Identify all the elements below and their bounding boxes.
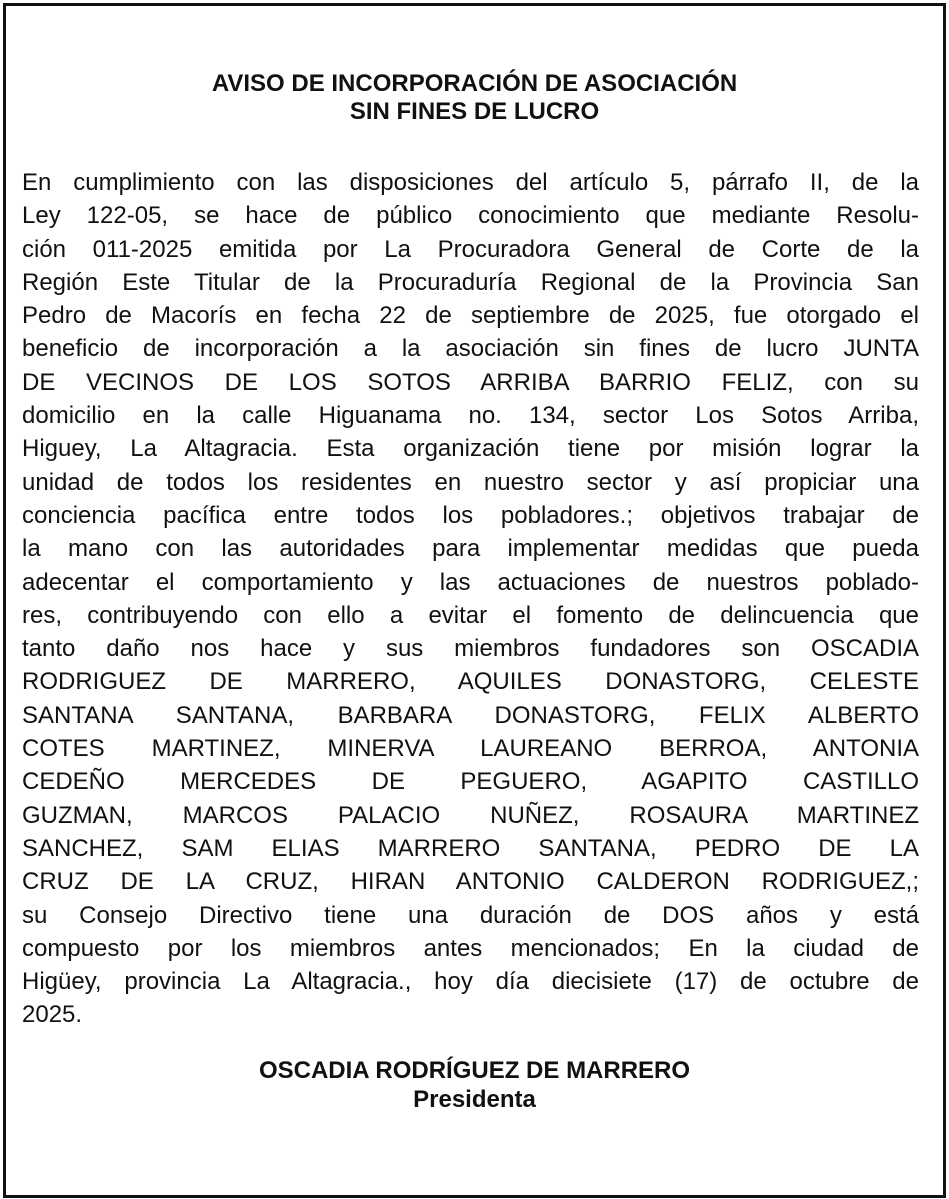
body-line: tanto daño nos hace y sus miembros fundadores son OSCADIA [22,635,919,663]
body-line: COTES MARTINEZ, MINERVA LAUREANO BERROA, ANTONIA [22,735,919,763]
body-line: 2025. [22,1001,83,1029]
body-line: Higüey, provincia La Altagracia., hoy día diecisiete (17) de octubre de [22,968,919,996]
body-line: Higuey, La Altagracia. Esta organización tiene por misión lograr la [22,435,919,463]
body-line: beneficio de incorporación a la asociación sin fines de lucro JUNTA [22,335,919,363]
body-line: Ley 122-05, se hace de público conocimiento que mediante Resolu- [22,202,919,230]
signature-block [0,1056,949,1114]
notice-body [22,166,919,1032]
body-line: DE VECINOS DE LOS SOTOS ARRIBA BARRIO FELIZ, con su [22,368,919,396]
body-line: Región Este Titular de la Procuraduría Regional de la Provincia San [22,268,919,296]
body-line: ción 011-2025 emitida por La Procuradora General de Corte de la [22,235,919,263]
body-line: su Consejo Directivo tiene una duración de DOS años y está [22,901,919,929]
body-line: conciencia pacífica entre todos los pobladores.; objetivos trabajar de [22,501,919,529]
body-line: SANTANA SANTANA, BARBARA DONASTORG, FELIX ALBERTO [22,701,919,729]
body-line: CEDEÑO MERCEDES DE PEGUERO, AGAPITO CASTILLO [22,768,919,796]
body-line: RODRIGUEZ DE MARRERO, AQUILES DONASTORG, CELESTE [22,668,919,696]
body-line: domicilio en la calle Higuanama no. 134, sector Los Sotos Arriba, [22,402,919,430]
body-line: compuesto por los miembros antes mencionados; En la ciudad de [22,934,919,962]
notice-title-line-2: SIN FINES DE LUCRO [349,98,600,125]
body-line: la mano con las autoridades para implementar medidas que pueda [22,535,919,563]
body-line: unidad de todos los residentes en nuestro sector y así propiciar una [22,468,919,496]
body-line: GUZMAN, MARCOS PALACIO NUÑEZ, ROSAURA MARTINEZ [22,801,919,829]
notice-title-line-1: AVISO DE INCORPORACIÓN DE ASOCIACIÓN [211,70,738,97]
signer-role: Presidenta [413,1086,536,1113]
body-line: adecentar el comportamiento y las actuaciones de nuestros poblado- [22,568,919,596]
signer-name: OSCADIA RODRÍGUEZ DE MARRERO [258,1057,691,1084]
body-line: En cumplimiento con las disposiciones del artículo 5, párrafo II, de la [22,169,919,196]
notice-title [0,70,949,126]
body-line: CRUZ DE LA CRUZ, HIRAN ANTONIO CALDERON RODRIGUEZ,; [22,868,919,896]
body-line: res, contribuyendo con ello a evitar el fomento de delincuencia que [22,601,919,629]
body-line: Pedro de Macorís en fecha 22 de septiembre de 2025, fue otorgado el [22,302,919,330]
body-line: SANCHEZ, SAM ELIAS MARRERO SANTANA, PEDRO DE LA [22,834,919,862]
